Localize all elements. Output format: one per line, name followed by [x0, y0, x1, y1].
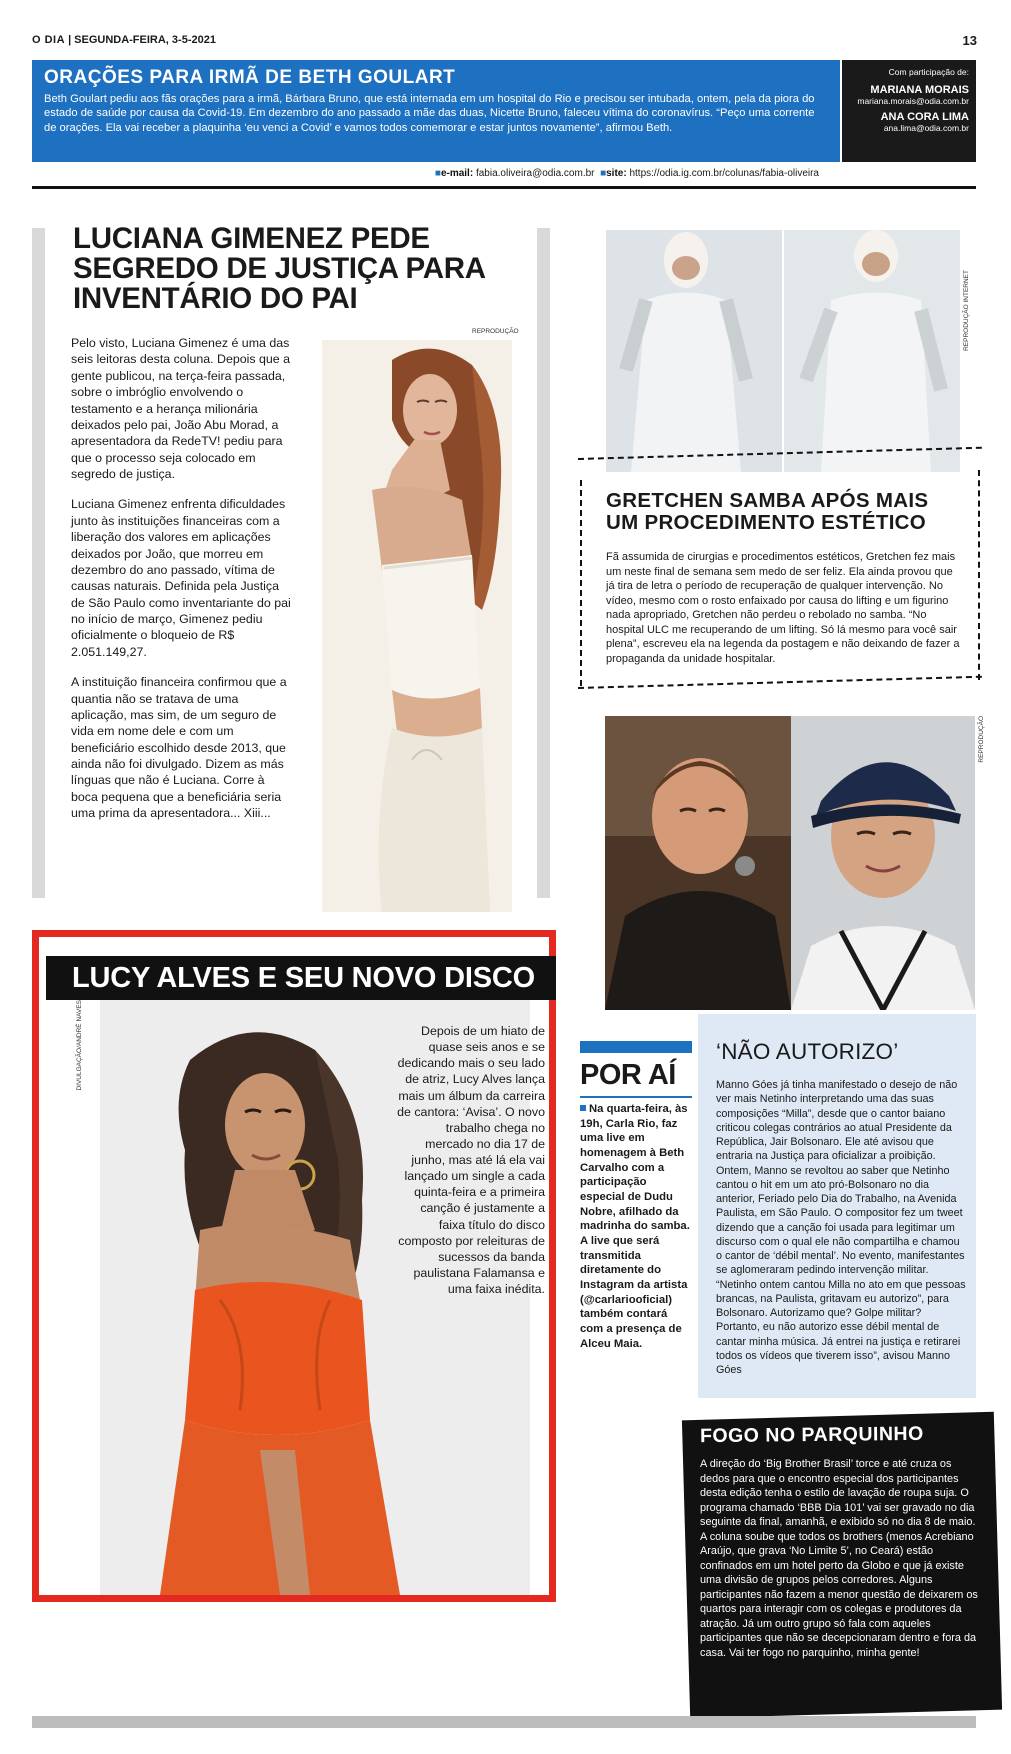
- gretchen-headline: GRETCHEN SAMBA APÓS MAIS UM PROCEDIMENTO ESTÉTICO: [606, 489, 929, 534]
- contributor-email[interactable]: ana.lima@odia.com.br: [883, 123, 969, 133]
- fogo-text: A direção do ‘Big Brother Brasil’ torce e até cruza os dedos para que o encontro especial dos participantes desta edição tenha o estilo de lavação de roupa suja. O programa chamado ‘BBB Dia 101’ vai ser gravado no dia seguinte da final, amanhã, e exibido só no dia 8 de maio. A coluna soube que todos os brothers (menos Acrebiano Araújo, que grava ‘No Limite 5’, no Ceará) estão confinados em um hotel perto da Globo e que já existe uma divisão de grupos pelos corredores. Alguns participantes não fazem a menor questão de deixarem os quartos para interagir com os colegas e produtores da atração. Já um outro grupo só fala com aqueles participantes que não se decepcionaram dentro e fora da casa. Vai ter fogo no parquinho, minha gente!: [700, 1458, 978, 1659]
- luciana-photo: [322, 340, 512, 912]
- nao-autorizo-body: [716, 1078, 968, 1377]
- footer-rule: [32, 1716, 976, 1728]
- gretchen-photo: [606, 230, 960, 472]
- top-notice-text: Beth Goulart pediu aos fãs orações para a irmã, Bárbara Bruno, que está internada em um hospital do Rio e precisou ser intubada, ontem, pela da piora do estado de saúde por causa da Covid-19. Em dezembro do ano passado a mãe das duas, Nicette Bruno, faleceu vítima do coronavírus. “Peço uma corrente de orações. Ela vai receber a plaquinha ‘eu venci a Covid’ e vamos todos comemorar e estar juntos novamente”, afirmou Beth.: [44, 93, 815, 134]
- contributor-name: MARIANA MORAIS: [870, 84, 969, 96]
- lucy-photo-credit: DIVULGAÇÃO/ANDRÉ NAVES: [76, 1000, 83, 1091]
- gretchen-photo-credit: REPRODUÇÃO INTERNET: [963, 270, 970, 351]
- page-number: 13: [962, 33, 977, 48]
- netinho-photo: [791, 716, 975, 1010]
- contact-line: ■e-mail: fabia.oliveira@odia.com.br ■site: https://odia.ig.com.br/colunas/fabia-oliveira: [434, 168, 819, 179]
- por-ai-rule: [580, 1096, 692, 1098]
- email-link[interactable]: fabia.oliveira@odia.com.br: [475, 168, 595, 179]
- dashed-frame-right: [978, 470, 980, 680]
- luciana-article-body: [71, 335, 293, 836]
- site-link[interactable]: https://odia.ig.com.br/colunas/fabia-oliveira: [629, 168, 819, 179]
- manno-photo: [605, 716, 791, 1010]
- issue-date: SEGUNDA-FEIRA, 3-5-2021: [74, 34, 216, 46]
- por-ai-body: Na quarta-feira, às 19h, Carla Rio, faz uma live em homenagem à Beth Carvalho com a participação especial de Dudu Nobre, afilhado da madrinha do samba. A live que será transmitida diretamente do Instagram da artista (@carlariooficial) também contará com a presença de Alceu Maia.: [580, 1103, 690, 1350]
- right-gray-bar: [537, 228, 550, 898]
- header-divider: [32, 186, 976, 189]
- contributors-box: [842, 60, 976, 162]
- lucy-headline: LUCY ALVES E SEU NOVO DISCO: [46, 956, 556, 1000]
- luciana-paragraph: A instituição financeira confirmou que a quantia não se tratava de uma aplicação, mas sim, de um seguro de vida em nome dele e com um beneficiário escolhido desde 2013, que ainda não foi divulgado. Dizem as más línguas que não é Luciana. Corre à boca pequena que a beneficiária seria uma prima da apresentadora... Xiii...: [71, 675, 287, 821]
- nao-autorizo-paragraph: Manno Góes já tinha manifestado o desejo de não ver mais Netinho interpretando uma das suas composições “Milla”, desde que o cantor baiano criticou colegas contrários ao atual Presidente da República, Jair Bolsonaro. Ele até avisou que entraria na Justiça para oficializar a proibição. Ontem, Manno se revoltou ao saber que Netinho cantou o hit em um ato pró-Bolsonaro no dia anterior, Feriado pelo Dia do Trabalho, na Avenida Paulista, em São Paulo. O compositor fez um tweet dizendo que a canção foi usada para legitimar um discurso com o qual ele não compartilha e chamou o cantor de ‘débil mental’. No evento, manifestantes se aglomeraram pedindo intervenção militar.: [716, 1079, 965, 1277]
- dashed-frame-left: [580, 480, 582, 686]
- por-ai-heading: POR AÍ: [580, 1059, 676, 1091]
- email-label: e-mail:: [440, 168, 474, 179]
- luciana-paragraph: Pelo visto, Luciana Gimenez é uma das seis leitoras desta coluna. Depois que a gente publicou, na terça-feira passada, sobre o imbróglio envolvendo o testamento e a herança milionária deixados pelo pai, João Abu Morad, a apresentadora da RedeTV! pediu para que o processo seja colocado em segredo de justiça.: [71, 336, 291, 481]
- luciana-illustration: [322, 340, 512, 912]
- netinho-photo-credit: REPRODUÇÃO: [978, 716, 985, 763]
- top-notice-box: [32, 60, 840, 162]
- manno-illustration: [605, 716, 791, 1010]
- por-ai-accent-bar: [580, 1041, 692, 1053]
- fogo-headline: FOGO NO PARQUINHO: [699, 1422, 924, 1448]
- nao-autorizo-paragraph: “Netinho ontem cantou Milla no ato em que pessoas brancas, na Paulista, gritavam eu autorizo”, para Bolsonaro. Autorizamo que? Golpe militar? Portanto, eu não autorizo esse débil mental de cantar minha música. Já entrei na justiça e retirarei todos os vídeos que tiverem isso”, avisou Manno Góes: [716, 1278, 966, 1376]
- contributor-email[interactable]: mariana.morais@odia.com.br: [857, 96, 969, 106]
- lucy-text: Depois de um hiato de quase seis anos e se dedicando mais o seu lado de atriz, Lucy Alves lança mais um álbum da carreira de cantora: ‘Avisa’. O novo trabalho chega no mercado no dia 17 de junho, mas até lá ela vai lançado um single a cada quinta-feira e a primeira canção é justamente a faixa título do disco composto por releituras de sucessos da banda paulistana Falamansa e uma faixa inédita.: [397, 1024, 545, 1296]
- header-left: O DIA | SEGUNDA-FEIRA, 3-5-2021: [32, 34, 216, 46]
- nao-autorizo-headline: ‘NÃO AUTORIZO’: [716, 1039, 899, 1064]
- bullet-square-icon: [580, 1105, 586, 1111]
- contributors-caption: Com participação de:: [888, 67, 969, 77]
- netinho-illustration: [791, 716, 975, 1010]
- por-ai-text: [580, 1102, 692, 1351]
- contributor-name: ANA CORA LIMA: [880, 111, 969, 123]
- luciana-photo-credit: REPRODUÇÃO: [472, 328, 519, 335]
- brand-logo: O DIA: [32, 34, 66, 46]
- left-gray-bar: [32, 228, 45, 898]
- gretchen-text: Fã assumida de cirurgias e procedimentos estéticos, Gretchen fez mais um neste final de semana sem medo de ser feliz. Ela ainda provou que já tira de letra o período de recuperação de qualquer intervenção. No vídeo, mesmo com o rosto enfaixado por causa do lifting e um figurino nada apropriado, Gretchen não perdeu o rebolado no samba. “No hospital ULC me recuperando de um lifting. Só lá mesmo para você sair plena”, escreveu ela na legenda da postagem e não deixando de fazer a propaganda da unidade hospitalar.: [606, 551, 960, 665]
- dashed-frame-bottom: [578, 676, 982, 689]
- luciana-paragraph: Luciana Gimenez enfrenta dificuldades junto às instituições financeiras com a liberação dos valores em aplicações deixados por João, que morreu em dezembro do ano passado, vítima de causas naturais. Definida pela Justiça de São Paulo como inventariante do pai no início de março, Gimenez pediu oficialmente o bloqueio de R$ 2.051.149,27.: [71, 497, 291, 659]
- gretchen-illustration: [606, 230, 960, 472]
- luciana-headline: LUCIANA GIMENEZ PEDE SEGREDO DE JUSTIÇA PARA INVENTÁRIO DO PAI: [73, 222, 485, 316]
- site-label: site:: [606, 168, 627, 179]
- top-notice-title: ORAÇÕES PARA IRMÃ DE BETH GOULART: [44, 67, 456, 88]
